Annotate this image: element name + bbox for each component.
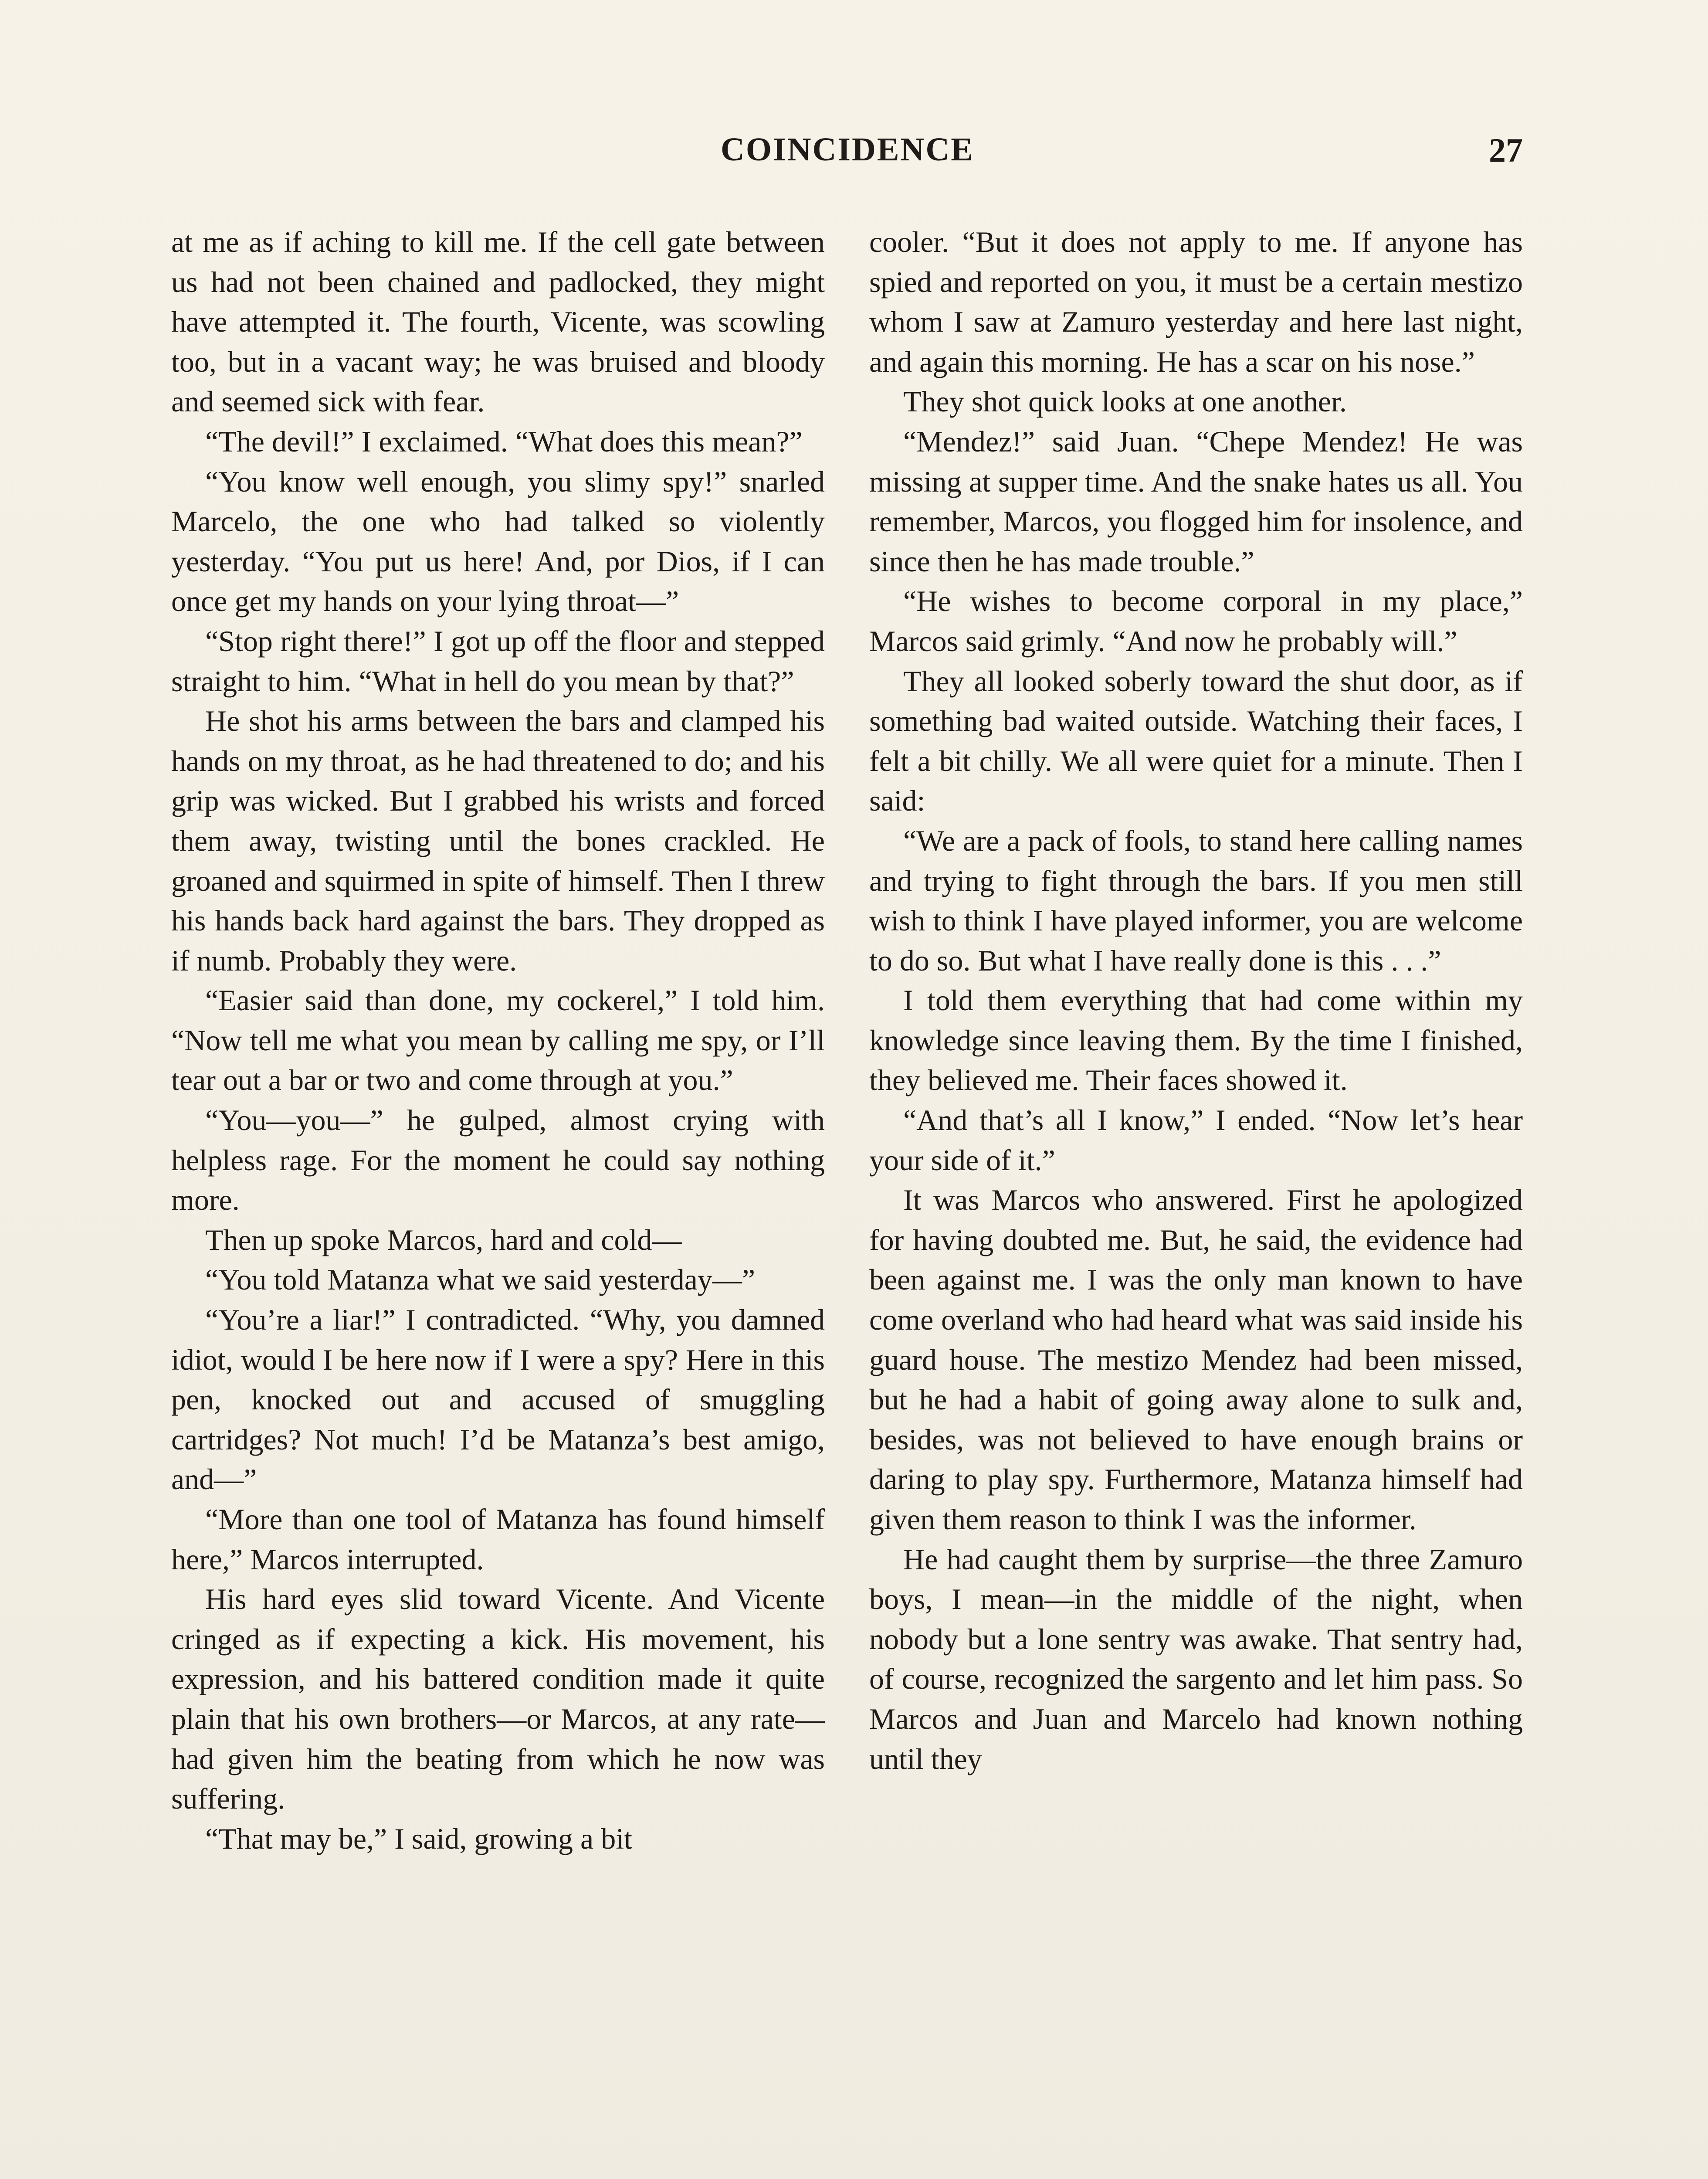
paragraph: “And that’s all I know,” I ended. “Now let’s hear your side of it.” (869, 1103, 1523, 1177)
right-column (869, 222, 1523, 2179)
paragraph: “Mendez!” said Juan. “Chepe Mendez! He was missing at supper time. And the snake hates us all. You remember, Marcos, you flogged him for insolence, and since then he has made trouble.” (869, 424, 1523, 578)
paragraph: He shot his arms between the bars and clamped his hands on my throat, as he had threatened to do; and his grip was wicked. But I grabbed his wrists and forced them away, twisting until the bones crackled. He groaned and squirmed in spite of himself. Then I threw his hands back hard against the bars. They dropped as if numb. Probably they were. (171, 704, 825, 977)
paragraph: “You know well enough, you slimy spy!” snarled Marcelo, the one who had talked so violently yesterday. “You put us here! And, por Dios, if I can once get my hands on your lying throat—” (171, 465, 825, 618)
paragraph: “You—you—” he gulped, almost crying with helpless rage. For the moment he could say nothing more. (171, 1103, 825, 1217)
paragraph: “He wishes to become corporal in my place,” Marcos said grimly. “And now he probably will.” (869, 584, 1523, 658)
paragraph: “You’re a liar!” I contradicted. “Why, you damned idiot, would I be here now if I were a spy? Here in this pen, knocked out and accused of smuggling cartridges? Not much! I’d be Matanza’s best amigo, and—” (171, 1303, 825, 1496)
paragraph: “That may be,” I said, growing a bit (205, 1822, 633, 1855)
paragraph: at me as if aching to kill me. If the cell gate between us had not been chained and padlocked, they might have attempted it. The fourth, Vicente, was scowling too, but in a vacant way; he was bruised and bloody and seemed sick with fear. (171, 225, 825, 418)
paragraph: They shot quick looks at one another. (903, 385, 1347, 418)
paragraph: “More than one tool of Matanza has found himself here,” Marcos interrupted. (171, 1503, 825, 1576)
paragraph: Then up spoke Marcos, hard and cold— (205, 1223, 682, 1256)
paragraph: They all looked soberly toward the shut door, as if something bad waited outside. Watching their faces, I felt a bit chilly. We all were quiet for a minute. Then I said: (869, 664, 1523, 818)
page-title: COINCIDENCE (721, 131, 974, 168)
left-column (171, 222, 825, 2179)
paragraph: “The devil!” I exclaimed. “What does this mean?” (205, 424, 803, 458)
paragraph: “Stop right there!” I got up off the floor and stepped straight to him. “What in hell do you mean by that?” (171, 624, 825, 698)
paragraph: “We are a pack of fools, to stand here calling names and trying to fight through the bars. If you men still wish to think I have played informer, you are welcome to do so. But what I have really done is this . . .” (869, 824, 1523, 977)
paragraph: He had caught them by surprise—the three Zamuro boys, I mean—in the middle of the night, when nobody but a lone sentry was awake. That sentry had, of course, recognized the sargento and let him pass. So Marcos and Juan and Marcelo had known nothing until they (869, 1542, 1523, 1775)
paragraph: His hard eyes slid toward Vicente. And Vicente cringed as if expecting a kick. His movement, his expression, and his battered condition made it quite plain that his own brothers—or Marcos, at any rate—had given him the beating from which he now was suffering. (171, 1582, 825, 1816)
paragraph: It was Marcos who answered. First he apologized for having doubted me. But, he said, the evidence had been against me. I was the only man known to have come overland who had heard what was said inside his guard house. The mestizo Mendez had been missed, but he had a habit of going away alone to sulk and, besides, was not believed to have enough brains or daring to play spy. Furthermore, Matanza himself had given them reason to think I was the informer. (869, 1183, 1523, 1536)
paragraph: “You told Matanza what we said yesterday—” (205, 1263, 756, 1297)
paragraph: I told them everything that had come within my knowledge since leaving them. By the time I finished, they believed me. Their faces showed it. (869, 984, 1523, 1097)
paragraph: “Easier said than done, my cockerel,” I told him. “Now tell me what you mean by calling me spy, or I’ll tear out a bar or two and come through at you.” (171, 984, 825, 1097)
running-head (172, 131, 1523, 179)
paragraph: cooler. “But it does not apply to me. If anyone has spied and reported on you, it must be a certain mestizo whom I saw at Zamuro yesterday and here last night, and again this morning. He has a scar on his nose.” (869, 225, 1523, 378)
page-number: 27 (1489, 131, 1523, 169)
